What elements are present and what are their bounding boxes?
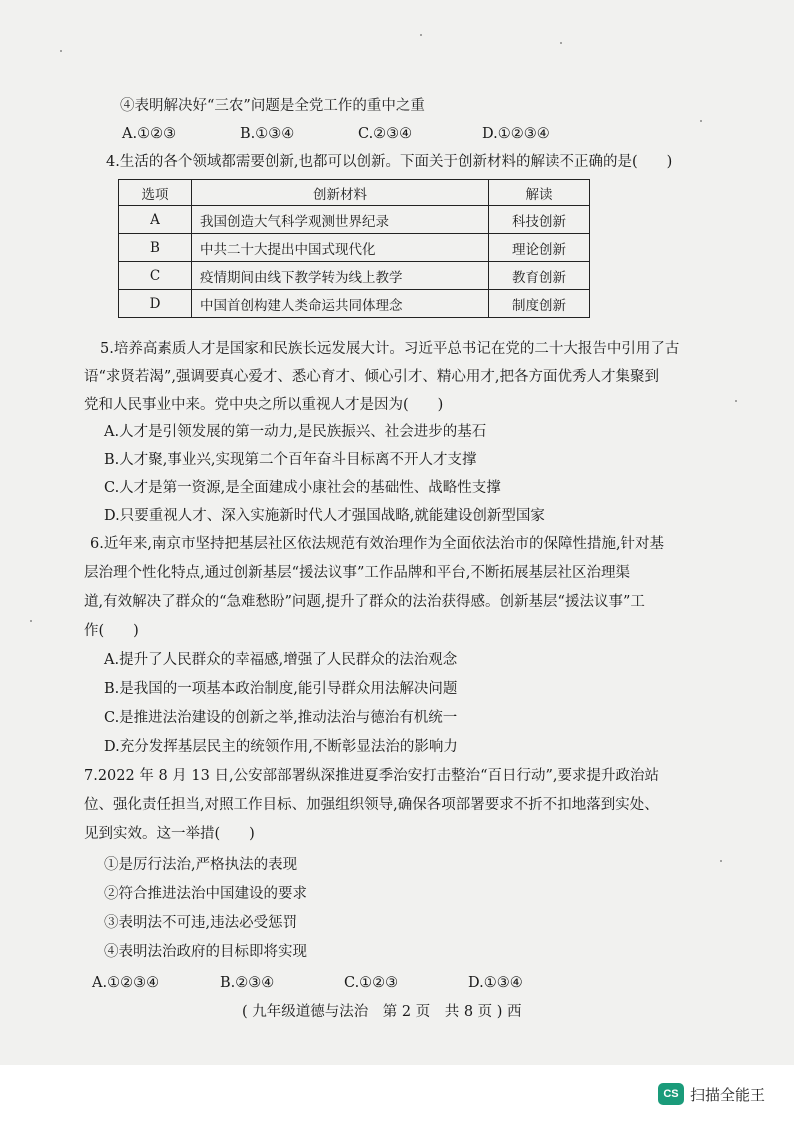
scanner-watermark xyxy=(658,1083,765,1105)
q6-stem-line-1: 6.近年来,南京市坚持把基层社区依法规范有效治理作为全面依法治市的保障性措施,针对基 xyxy=(90,536,665,552)
scan-speck xyxy=(720,860,722,862)
page-footer: ( 九年级道德与法治 第 2 页 共 8 页 ) 西 xyxy=(242,1004,522,1020)
q3-option-c: C.②③④ xyxy=(358,126,413,142)
camscanner-logo-icon: CS xyxy=(658,1083,684,1105)
q7-stem-line-3: 见到实效。这一举措( ) xyxy=(84,826,255,842)
table-cell: 制度创新 xyxy=(489,290,590,318)
q5-stem-line-2: 语“求贤若渴”,强调要真心爱才、悉心育才、倾心引才、精心用才,把各方面优秀人才集聚到 xyxy=(84,369,660,385)
q5-option-d: D.只要重视人才、深入实施新时代人才强国战略,就能建设创新型国家 xyxy=(104,508,545,524)
table-cell: 理论创新 xyxy=(489,234,590,262)
q5-stem-line-3: 党和人民事业中来。党中央之所以重视人才是因为( ) xyxy=(84,397,444,413)
q7-option-d: D.①③④ xyxy=(468,975,523,991)
q7-stem-line-1: 7.2022 年 8 月 13 日,公安部部署纵深推进夏季治安打击整治“百日行动”,要求提升政治站 xyxy=(84,768,659,784)
table-cell: A xyxy=(119,206,192,234)
q6-option-a: A.提升了人民群众的幸福感,增强了人民群众的法治观念 xyxy=(104,652,458,668)
table-cell: C xyxy=(119,262,192,290)
q3-option-a: A.①②③ xyxy=(122,126,177,142)
q5-stem-line-1: 5.培养高素质人才是国家和民族长远发展大计。习近平总书记在党的二十大报告中引用了古 xyxy=(100,341,680,357)
scanner-app-name: 扫描全能王 xyxy=(690,1085,766,1104)
q7-option-c: C.①②③ xyxy=(344,975,399,991)
q3-option-d: D.①②③④ xyxy=(482,126,550,142)
q6-stem-line-4: 作( ) xyxy=(84,623,139,639)
q7-item-3: ③表明法不可违,违法必受惩罚 xyxy=(104,915,298,931)
q3-option-b: B.①③④ xyxy=(240,126,295,142)
table-row xyxy=(119,206,590,234)
table-cell: 中共二十大提出中国式现代化 xyxy=(192,234,489,262)
table-row xyxy=(119,262,590,290)
scan-speck xyxy=(60,50,62,52)
q6-stem-line-3: 道,有效解决了群众的“急难愁盼”问题,提升了群众的法治获得感。创新基层“援法议事”工 xyxy=(84,594,645,610)
table-cell: 教育创新 xyxy=(489,262,590,290)
table-cell: 中国首创构建人类命运共同体理念 xyxy=(192,290,489,318)
table-cell: D xyxy=(119,290,192,318)
table-header: 创新材料 xyxy=(192,180,489,206)
table-row xyxy=(119,234,590,262)
table-cell: 科技创新 xyxy=(489,206,590,234)
table-row xyxy=(119,290,590,318)
q6-option-d: D.充分发挥基层民主的统领作用,不断彰显法治的影响力 xyxy=(104,739,458,755)
q3-item-4: ④表明解决好“三农”问题是全党工作的重中之重 xyxy=(120,98,425,114)
q6-option-c: C.是推进法治建设的创新之举,推动法治与德治有机统一 xyxy=(104,710,458,726)
q7-stem-line-2: 位、强化责任担当,对照工作目标、加强组织领导,确保各项部署要求不折不扣地落到实处、 xyxy=(84,797,659,813)
q6-stem-line-2: 层治理个性化特点,通过创新基层“援法议事”工作品牌和平台,不断拓展基层社区治理渠 xyxy=(84,565,631,581)
table-cell: B xyxy=(119,234,192,262)
table-cell: 疫情期间由线下教学转为线上教学 xyxy=(192,262,489,290)
q5-option-c: C.人才是第一资源,是全面建成小康社会的基础性、战略性支撑 xyxy=(104,480,501,496)
q7-option-b: B.②③④ xyxy=(220,975,275,991)
q7-item-4: ④表明法治政府的目标即将实现 xyxy=(104,944,307,960)
table-header: 选项 xyxy=(119,180,192,206)
q7-option-a: A.①②③④ xyxy=(92,975,160,991)
q7-item-1: ①是厉行法治,严格执法的表现 xyxy=(104,857,298,873)
table-cell: 我国创造大气科学观测世界纪录 xyxy=(192,206,489,234)
q6-option-b: B.是我国的一项基本政治制度,能引导群众用法解决问题 xyxy=(104,681,458,697)
innovation-table xyxy=(118,179,590,318)
table-header: 解读 xyxy=(489,180,590,206)
scan-speck xyxy=(420,34,422,36)
table-header-row xyxy=(119,180,590,206)
q7-item-2: ②符合推进法治中国建设的要求 xyxy=(104,886,307,902)
scan-speck xyxy=(30,620,32,622)
scan-speck xyxy=(700,120,702,122)
q5-option-b: B.人才聚,事业兴,实现第二个百年奋斗目标离不开人才支撑 xyxy=(104,452,477,468)
q5-option-a: A.人才是引领发展的第一动力,是民族振兴、社会进步的基石 xyxy=(104,424,487,440)
q4-stem: 4.生活的各个领域都需要创新,也都可以创新。下面关于创新材料的解读不正确的是( ) xyxy=(106,154,673,170)
scan-speck xyxy=(735,400,737,402)
scan-speck xyxy=(560,42,562,44)
